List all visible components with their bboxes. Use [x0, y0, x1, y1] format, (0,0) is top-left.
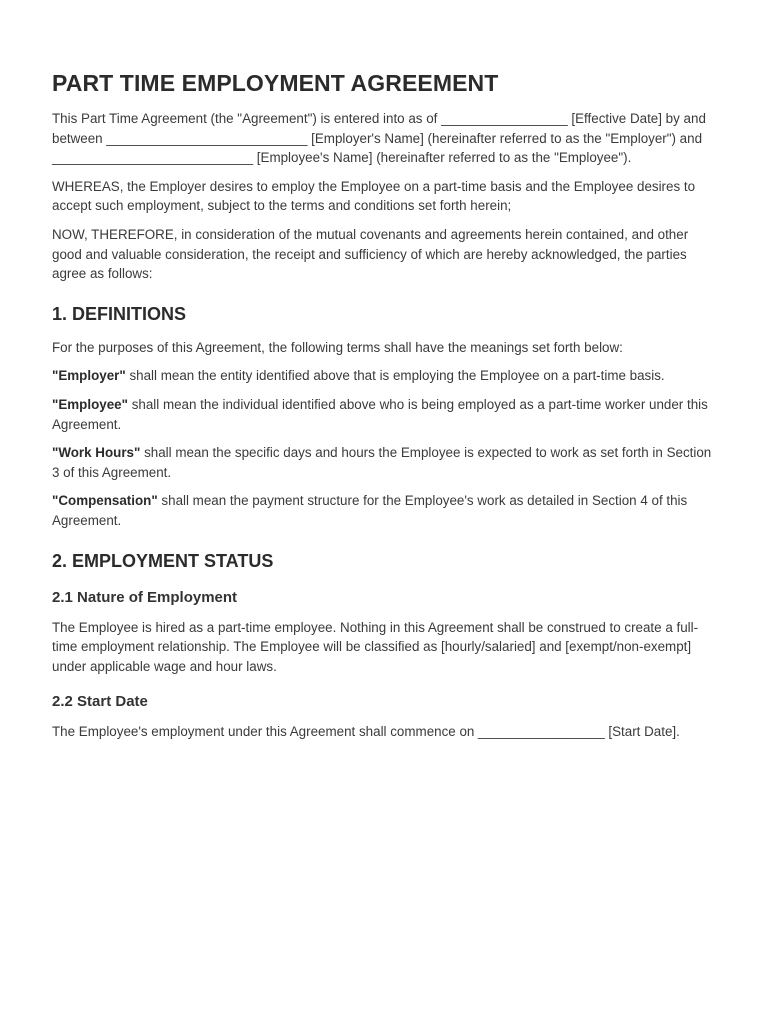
definition-compensation	[52, 491, 720, 530]
definition-text: shall mean the individual identified above who is being employed as a part-time worker under this Agreement.	[52, 396, 708, 432]
definition-text: shall mean the specific days and hours the Employee is expected to work as set forth in Section 3 of this Agreement.	[52, 445, 712, 480]
subsection-text-nature-of-employment: The Employee is hired as a part-time employee. Nothing in this Agreement shall be construed to create a full-time employment relationship. The Employee will be classified as [hourly/salaried] and [exempt/non-exempt] under applicable wage and hour laws.	[52, 619, 699, 674]
subsection-heading-nature-of-employment: 2.1 Nature of Employment	[52, 588, 238, 606]
definitions-intro: For the purposes of this Agreement, the following terms shall have the meanings set forth below:	[52, 339, 623, 355]
definition-text: shall mean the entity identified above that is employing the Employee on a part-time basis.	[125, 368, 665, 384]
definition-term: "Employee"	[52, 396, 128, 412]
intro-paragraph: This Part Time Agreement (the "Agreement") is entered into as of _________________ [Effective Date] by and between ___________________________ [Employer's Name] (hereinafter referred to as the "Employer") and ___________________________ [Employee's Name] (hereinafter referred to as the "Employee").	[52, 111, 706, 166]
definition-term: "Work Hours"	[52, 445, 141, 461]
definition-term: "Compensation"	[52, 493, 158, 509]
definition-text: shall mean the payment structure for the Employee's work as detailed in Section 4 of this Agreement.	[52, 493, 688, 528]
subsection-heading-start-date: 2.2 Start Date	[52, 693, 148, 711]
section-heading-employment-status: 2. EMPLOYMENT STATUS	[52, 550, 274, 571]
document-title: PART TIME EMPLOYMENT AGREEMENT	[52, 70, 499, 96]
subsection-text-start-date: The Employee's employment under this Agreement shall commence on _________________ [Start Date].	[52, 724, 680, 740]
section-heading-definitions: 1. DEFINITIONS	[52, 303, 187, 324]
now-therefore-paragraph: NOW, THEREFORE, in consideration of the mutual covenants and agreements herein contained, and other good and valuable consideration, the receipt and sufficiency of which are hereby acknowledged, the parties agree as follows:	[52, 226, 689, 282]
definition-employer	[52, 366, 720, 386]
whereas-paragraph: WHEREAS, the Employer desires to employ the Employee on a part-time basis and the Employee desires to accept such employment, subject to the terms and conditions set forth herein;	[52, 178, 696, 214]
definition-term: "Employer"	[52, 368, 126, 384]
definition-employee	[52, 395, 720, 434]
definition-work-hours	[52, 443, 720, 482]
